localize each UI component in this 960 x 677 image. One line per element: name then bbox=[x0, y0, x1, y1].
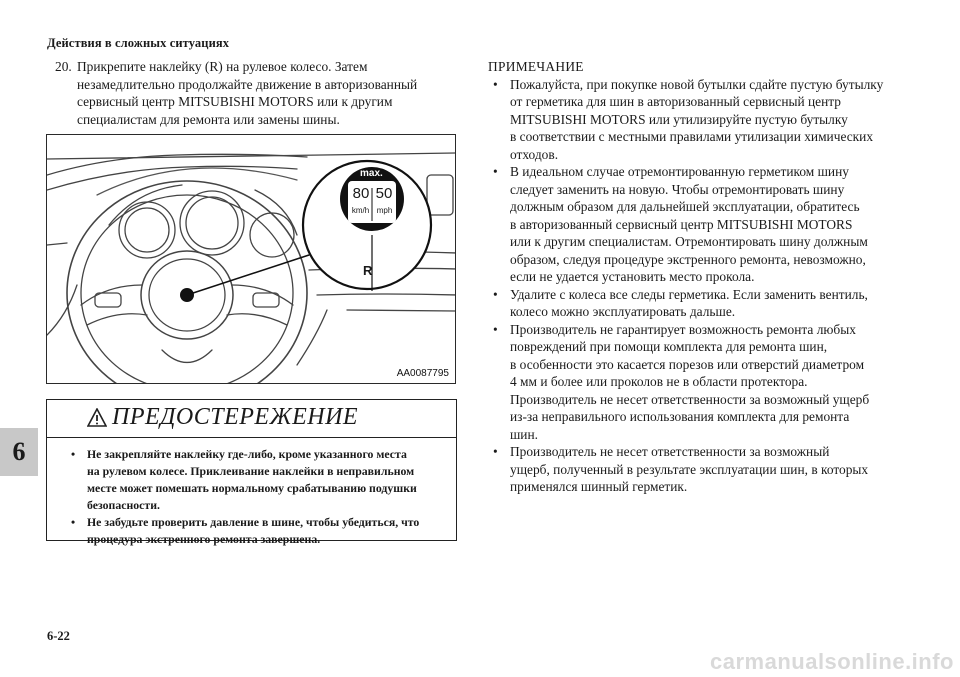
note-line: следует заменить на новую. Чтобы отремонтировать шину bbox=[510, 181, 845, 197]
note-line: образом, следуя процедуре экстренного ремонта, невозможно, bbox=[510, 251, 866, 267]
note-line: в особенности это касается порезов или отверстий диаметром bbox=[510, 356, 865, 372]
note-line: Производитель не несет ответственности за возможный ущерб bbox=[510, 391, 870, 407]
note-line: должным образом для дальнейшей эксплуатации, обратитесь bbox=[510, 199, 860, 214]
note-item bbox=[488, 286, 913, 321]
step-20 bbox=[55, 58, 450, 128]
note-line: MITSUBISHI MOTORS или утилизируйте пустую бутылку bbox=[510, 111, 848, 127]
step-line: специалистам для ремонта или замены шины. bbox=[77, 111, 340, 127]
warning-line: безопасности. bbox=[87, 498, 160, 512]
bullet: • bbox=[493, 164, 498, 179]
note-line: или к другим специалистам. Отремонтировать шину должным bbox=[510, 234, 868, 249]
note-list bbox=[488, 76, 913, 496]
note-item bbox=[488, 443, 913, 496]
sticker-kmh-unit: km/h bbox=[351, 206, 370, 215]
note-line: Производитель не гарантирует возможность ремонта любых bbox=[510, 321, 856, 337]
chapter-tab bbox=[0, 428, 38, 476]
note-line: отходов. bbox=[510, 146, 559, 162]
note-title: ПРИМЕЧАНИЕ bbox=[488, 59, 584, 74]
note-line: от герметика для шин в авторизованный сервисный центр bbox=[510, 94, 842, 109]
warning-title-bar bbox=[47, 400, 456, 438]
note-section bbox=[488, 58, 913, 496]
figure-code: AA0087795 bbox=[396, 368, 449, 379]
warning-item bbox=[69, 514, 444, 548]
bullet: • bbox=[71, 515, 76, 529]
step-line: Прикрепите наклейку (R) на рулевое колесо. Затем bbox=[77, 59, 368, 74]
warning-title: ПРЕДОСТЕРЕЖЕНИЕ bbox=[112, 404, 359, 430]
warning-line: на рулевом колесе. Приклеивание наклейки в неправильном bbox=[87, 464, 415, 478]
watermark: carmanualsonline.info bbox=[710, 649, 954, 674]
warning-line: месте может помешать нормальному срабатыванию подушки bbox=[87, 481, 417, 495]
step-line: сервисный центр MITSUBISHI MOTORS или к другим bbox=[77, 94, 393, 109]
note-line: ущерб, полученный в результате эксплуатации шин, в которых bbox=[510, 461, 869, 477]
note-line: применялся шинный герметик. bbox=[510, 479, 688, 494]
note-line: 4 мм и более или проколов не в области протектора. bbox=[510, 374, 808, 389]
note-line: Удалите с колеса все следы герметика. Если заменить вентиль, bbox=[510, 286, 868, 302]
step-line: незамедлительно продолжайте движение в авторизованный bbox=[77, 76, 418, 92]
note-line: если не удается установить место прокола. bbox=[510, 269, 755, 284]
callout-letter: R bbox=[363, 263, 373, 278]
note-line: Производитель не несет ответственности за возможный bbox=[510, 444, 830, 459]
note-line: колесо можно эксплуатировать дальше. bbox=[510, 304, 736, 319]
note-line: в соответствии с местными правилами утилизации химических bbox=[510, 129, 874, 144]
note-line: В идеальном случае отремонтированную герметиком шину bbox=[510, 164, 849, 179]
note-line: в авторизованный сервисный центр MITSUBISHI MOTORS bbox=[510, 216, 853, 232]
warning-box bbox=[46, 399, 457, 546]
sticker-mph-value: 50 bbox=[375, 185, 393, 202]
sticker-kmh-value: 80 bbox=[352, 185, 370, 202]
section-header: Действия в сложных ситуациях bbox=[47, 36, 230, 50]
chapter-number: 6 bbox=[12, 437, 26, 466]
warning-triangle-icon bbox=[87, 408, 107, 427]
note-line: из-за неправильного использования комплекта для ремонта bbox=[510, 409, 850, 424]
bullet: • bbox=[71, 447, 76, 461]
warning-line: Не забудьте проверить давление в шине, чтобы убедиться, что bbox=[87, 515, 420, 529]
sticker-max-label: max. bbox=[360, 168, 383, 179]
steering-wheel-illustration bbox=[47, 135, 456, 384]
bullet: • bbox=[493, 321, 498, 337]
bullet: • bbox=[493, 286, 498, 302]
note-item bbox=[488, 163, 913, 286]
note-item bbox=[488, 76, 913, 164]
note-item bbox=[488, 321, 913, 444]
warning-item bbox=[69, 446, 444, 514]
sticker-mph-unit: mph bbox=[376, 206, 393, 215]
bullet: • bbox=[493, 444, 498, 459]
steering-wheel-figure bbox=[46, 134, 456, 384]
warning-line: Не закрепляйте наклейку где-либо, кроме указанного места bbox=[87, 447, 407, 461]
bullet: • bbox=[493, 76, 498, 92]
step-text bbox=[77, 58, 450, 128]
step-number: 20. bbox=[55, 59, 72, 74]
note-line: шин. bbox=[510, 426, 538, 442]
note-line: повреждений при помощи комплекта для ремонта шин, bbox=[510, 339, 828, 354]
page-number: 6-22 bbox=[47, 629, 70, 643]
note-line: Пожалуйста, при покупке новой бутылки сдайте пустую бутылку bbox=[510, 76, 884, 92]
warning-line: процедура экстренного ремонта завершена. bbox=[87, 532, 321, 546]
warning-list bbox=[69, 446, 444, 548]
